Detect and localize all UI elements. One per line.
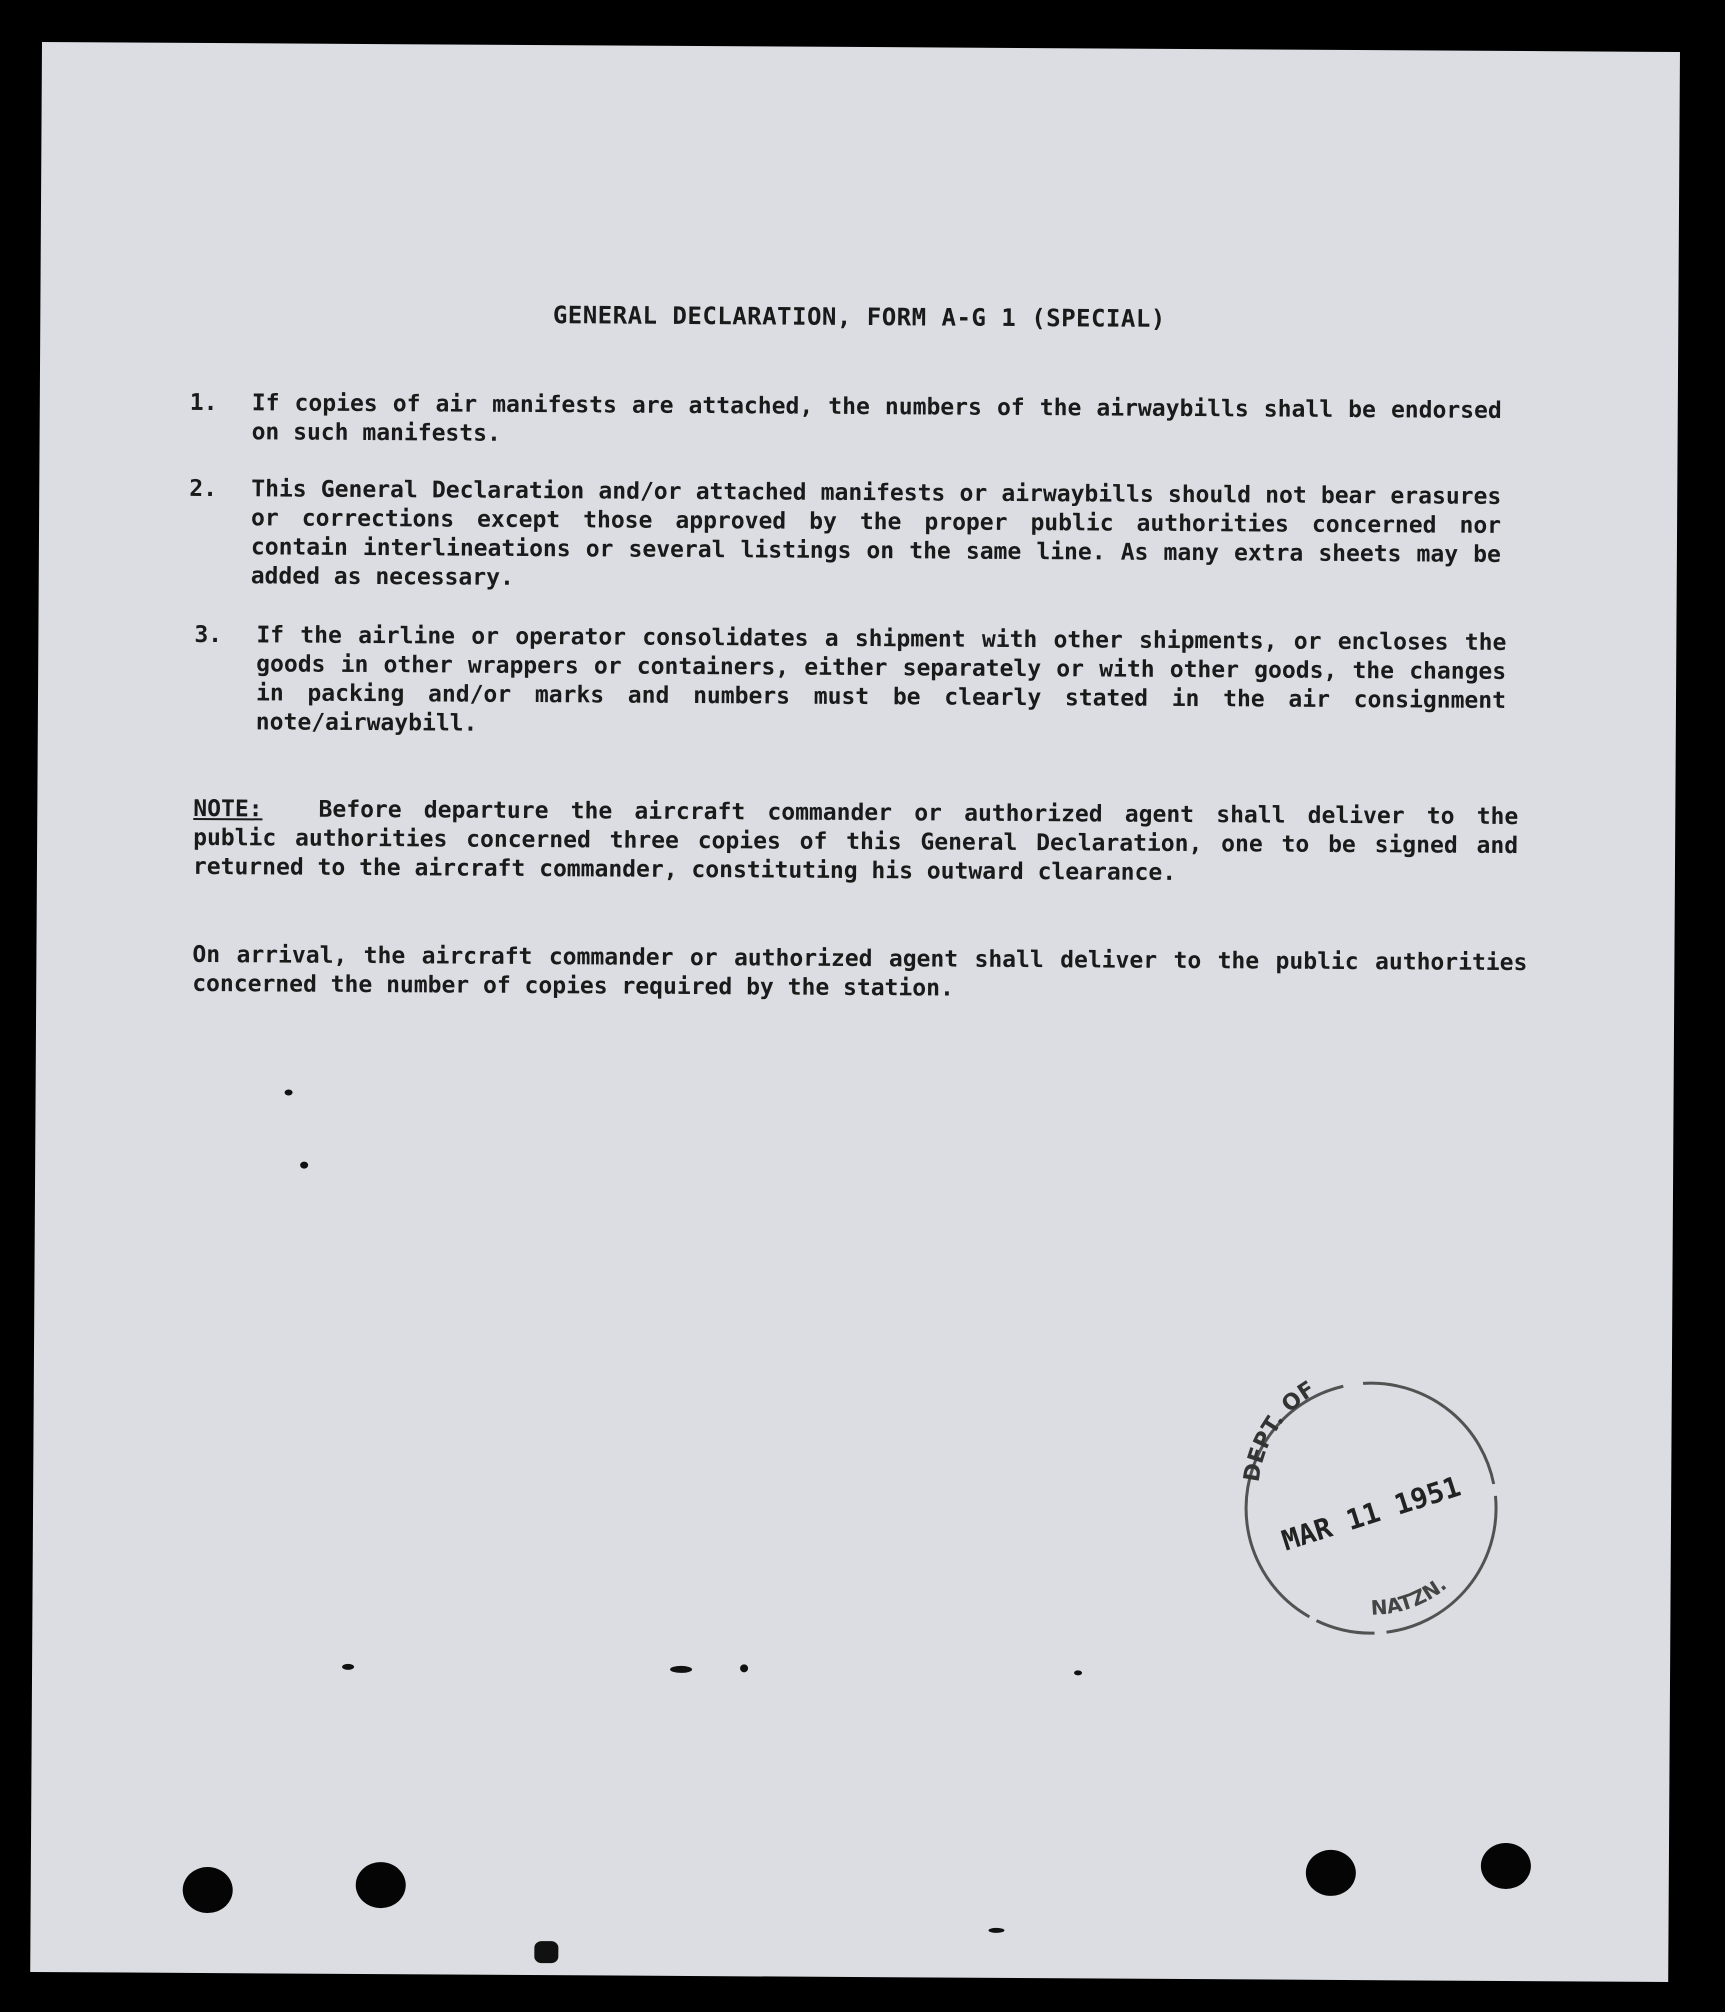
- stamp-graphic: [1220, 1347, 1522, 1649]
- item-text: This General Declaration and/or attached manifests or airwaybills should not bear erasures or corrections except those approved by the proper public authorities concerned nor contain interlineations or several listings on the same line. As many extra sheets may be added as necessary.: [250, 476, 1502, 591]
- instruction-item: [194, 621, 1507, 745]
- ink-speck: [300, 1162, 308, 1169]
- punch-hole: [1306, 1850, 1356, 1896]
- stamp-top-text: DEPT. OF: [1239, 1376, 1320, 1484]
- note-paragraph: [193, 795, 1519, 890]
- item-number: 3.: [194, 621, 223, 649]
- punch-hole: [356, 1862, 406, 1908]
- document-page: [30, 42, 1680, 1982]
- ink-speck: [1074, 1670, 1082, 1675]
- punch-hole: [1481, 1843, 1531, 1889]
- stamp-date: MAR 11 1951: [1277, 1469, 1465, 1558]
- item-number: 1.: [189, 389, 218, 417]
- ink-speck: [740, 1664, 748, 1672]
- note-text: Before departure the aircraft commander or authorized agent shall deliver to the public authorities concerned three copies of this General Declaration, one to be signed and returned to the aircraft commander, constituting his outward clearance.: [192, 796, 1519, 886]
- instruction-item: [189, 389, 1502, 455]
- item-text: If the airline or operator consolidates a shipment with other shipments, or encloses the goods in other wrappers or containers, either separately or with other goods, the changes in packing and/or marks and numbers must be clearly stated in the air consignment note/airwaybill.: [255, 622, 1507, 737]
- arrival-paragraph: On arrival, the aircraft commander or authorized agent shall deliver to the public authorities concerned the number of copies required by the station.: [192, 941, 1528, 1002]
- note-label: NOTE:: [193, 795, 263, 823]
- date-stamp: [1220, 1347, 1522, 1649]
- ink-speck: [342, 1664, 354, 1670]
- stamp-bottom-text: NATZN.: [1370, 1571, 1451, 1620]
- item-number: 2.: [189, 475, 218, 503]
- item-text: If copies of air manifests are attached, the numbers of the airwaybills shall be endorsed on such manifests.: [251, 390, 1502, 447]
- document-title: GENERAL DECLARATION, FORM A-G 1 (SPECIAL): [552, 301, 1166, 333]
- ink-speck: [988, 1928, 1004, 1933]
- instruction-item: [189, 475, 1502, 599]
- ink-speck: [534, 1941, 558, 1963]
- svg-text:DEPT. OF: [1240, 1376, 1320, 1484]
- ink-speck: [670, 1666, 692, 1673]
- punch-hole: [183, 1867, 233, 1913]
- ink-speck: [285, 1090, 293, 1096]
